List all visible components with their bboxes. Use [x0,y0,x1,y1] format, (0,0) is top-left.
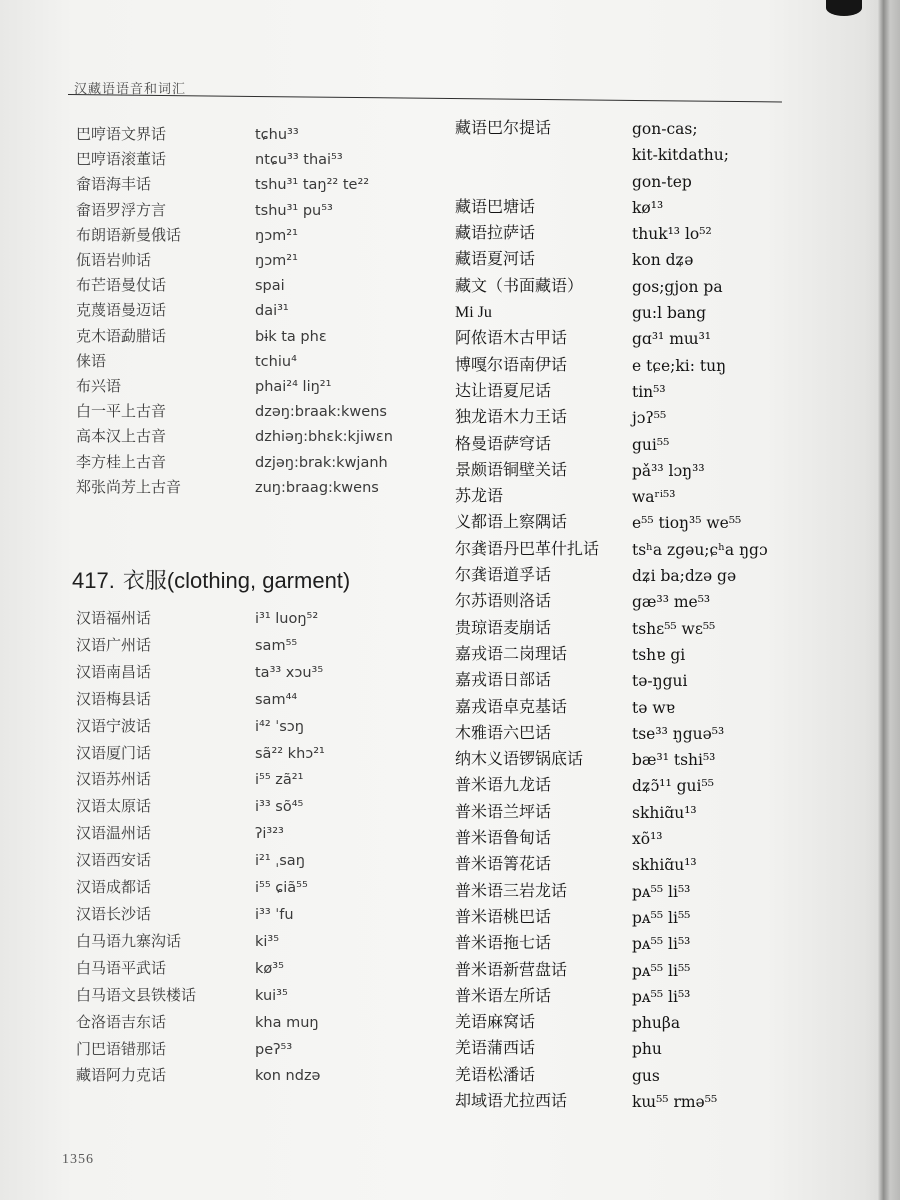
word-form: gu:l bang [632,304,707,323]
language-name: 巴哼语文界话 [76,127,167,143]
entry-row [76,956,325,983]
word-form: gæ³³ me⁵³ [632,593,711,612]
word-form: tse³³ ŋguə⁵³ [632,724,725,743]
word-form: tshɐ gi [632,645,686,664]
language-name: 佤语岩帅话 [76,253,152,270]
entry-row [76,274,393,299]
language-name: 嘉戎语日部话 [455,672,552,690]
word-form: i⁵⁵ zã²¹ [255,772,304,789]
entry-row [76,821,325,848]
entry-row [76,929,325,956]
language-name: 克蔑语曼迈话 [76,303,167,320]
entry-row [455,1010,768,1036]
language-name: 仓洛语吉东话 [76,1014,167,1031]
entry-row [76,633,325,660]
entry-row [455,1036,768,1062]
word-form: pᴀ⁵⁵ li⁵³ [632,935,691,954]
word-form: tchiu⁴ [255,353,297,370]
entry-row [455,432,768,458]
entry-row [455,668,768,694]
page-edge-shadow [878,0,900,1200]
word-form: ki³⁵ [255,933,280,950]
word-form: dzəŋ:braak:kwens [255,404,387,421]
language-name: 贵琼语麦崩话 [455,619,552,637]
word-form: gos;gjon pa [632,277,723,296]
language-name: 门巴语错那话 [76,1041,167,1058]
entry-row [455,405,768,431]
word-form: ŋɔm²¹ [255,253,298,270]
page-number: 1356 [62,1152,94,1167]
word-form: tsʰa zgəu;ɕʰa ŋgɔ [632,540,768,559]
word-form: skhiɑ̃u¹³ [632,803,697,822]
entry-row [455,721,768,747]
word-form: gɑ³¹ mɯ³¹ [632,330,712,349]
entry-row [455,195,768,221]
header-rule [68,94,782,102]
word-form: kon ndzə [255,1068,321,1085]
language-name: 藏文（书面藏语） [455,277,584,295]
word-form: tshu³¹ pu⁵³ [255,202,333,219]
entry-row [455,247,768,273]
word-form: dai³¹ [255,303,289,320]
word-form: pᴀ⁵⁵ li⁵⁵ [632,908,691,927]
language-name: 畲语罗浮方言 [76,202,167,219]
language-name: 汉语太原话 [76,799,152,816]
entry-row [76,425,393,450]
word-form: sã²² khɔ²¹ [255,745,325,762]
language-name: 巴哼语滚董话 [76,152,167,169]
language-name: 普米语拖七话 [455,935,552,953]
section-heading [72,564,350,595]
entry-row [455,537,768,563]
word-form: thuk¹³ lo⁵² [632,225,712,244]
language-name: 尔苏语则洛话 [455,593,552,611]
entry-row [76,606,325,633]
entry-row [455,695,768,721]
language-name: 尔龚语丹巴革什扎话 [455,540,600,558]
word-form: xõ¹³ [632,830,663,849]
entry-row [76,173,393,198]
word-form-line: kit-kitdathu; [632,146,729,165]
entry-row [76,767,325,794]
entry-row [76,148,393,173]
entry-row [76,476,393,501]
language-name: 俫语 [76,353,107,370]
language-name: 白马语平武话 [76,960,167,977]
language-name: 藏语拉萨话 [455,225,536,243]
language-name: 藏语巴塘话 [455,198,536,216]
word-form: i²¹ ˌsaŋ [255,853,305,870]
entry-row [76,714,325,741]
word-form: peʔ⁵³ [255,1041,293,1058]
entry-row [455,563,768,589]
entry-row [76,1063,325,1090]
word-form: ŋɔm²¹ [255,227,298,244]
entry-row [76,875,325,902]
language-name: 藏语阿力克话 [76,1068,167,1085]
language-name: 独龙语木力王话 [455,409,568,427]
word-form: jɔʔ⁵⁵ [632,409,667,428]
section-number: 417. [72,568,115,593]
language-name: 汉语福州话 [76,611,152,627]
word-form: i⁵⁵ ɕiã⁵⁵ [255,880,308,897]
entry-row [455,773,768,799]
entry-row [455,221,768,247]
word-form: tə-ŋgui [632,672,688,691]
word-form: ta³³ xɔu³⁵ [255,664,324,681]
language-name: 达让语夏尼话 [455,382,552,400]
entry-row [455,484,768,510]
word-form: kui³⁵ [255,987,288,1004]
language-name: 汉语西安话 [76,853,152,870]
language-name: 克木语勐腊话 [76,328,167,345]
language-name: 纳木义语锣锅底话 [455,751,584,769]
corner-shadow [826,0,862,16]
word-form: pᴀ⁵⁵ li⁵³ [632,987,691,1006]
word-form: ʔi³²³ [255,826,284,843]
entry-row [455,905,768,931]
preceding-entry-list [76,123,393,501]
word-form: gus [632,1066,660,1085]
section-title: 衣服(clothing, garment) [122,568,351,593]
language-name: 普米语箐花话 [455,856,552,874]
word-form: dzhiəŋ:bhɛk:kjiwɛn [255,429,393,446]
entry-row [76,902,325,929]
word-form: i⁴² ˈsɔŋ [255,718,304,735]
word-form: spai [255,278,285,295]
running-head: 汉藏语语音和词汇 [74,81,187,96]
entry-row [76,1010,325,1037]
entry-row [455,379,768,405]
word-form: kɯ⁵⁵ rmə⁵⁵ [632,1092,718,1111]
entry-row [76,224,393,249]
word-form: i³³ ˈfu [255,906,294,923]
entry-row [455,589,768,615]
entry-row [455,510,768,536]
language-name: 普米语兰坪话 [455,803,552,821]
language-name: 汉语宁波话 [76,718,152,735]
entry-row [76,741,325,768]
language-name: 李方桂上古音 [76,454,167,471]
entry-row [76,299,393,324]
word-form: ntɕu³³ thai⁵³ [255,152,343,169]
language-name: 白一平上古音 [76,404,167,421]
word-form: kø³⁵ [255,960,284,977]
language-name: 汉语苏州话 [76,772,152,789]
language-name: 普米语桃巴话 [455,908,552,926]
entry-row [455,274,768,300]
language-name: 普米语新营盘话 [455,961,568,979]
entry-row [455,958,768,984]
entry-row [76,687,325,714]
language-name: 普米语三岩龙话 [455,882,568,900]
language-name: 汉语南昌话 [76,664,152,681]
entry-row [455,800,768,826]
entry-row [455,116,768,195]
word-form: tshu³¹ taŋ²² te²² [255,177,370,194]
word-form: i³³ sõ⁴⁵ [255,799,304,816]
language-name: 格曼语萨穹话 [455,435,552,453]
language-name: 布朗语新曼俄话 [76,227,182,244]
language-name: 却域语尤拉西话 [455,1092,568,1110]
language-name: Mi Ju [455,304,492,322]
word-form: kø¹³ [632,198,664,217]
language-name: 义都语上察隅话 [455,514,568,532]
word-form: pᴀ⁵⁵ li⁵³ [632,882,691,901]
language-name: 嘉戎语卓克基话 [455,698,568,716]
language-name: 景颇语铜壁关话 [455,461,568,479]
entry-row [455,984,768,1010]
entry-row [455,616,768,642]
entry-row [76,325,393,350]
word-form: pᴀ⁵⁵ li⁵⁵ [632,961,691,980]
entry-row [455,879,768,905]
language-name: 苏龙语 [455,488,504,506]
language-name: 布芒语曼仗话 [76,278,167,295]
word-form: gui⁵⁵ [632,435,670,454]
language-name: 汉语成都话 [76,880,152,897]
language-name: 博嘎尔语南伊话 [455,356,568,374]
entry-row [76,375,393,400]
word-form: tshɛ⁵⁵ wɛ⁵⁵ [632,619,716,638]
word-form: dʑi ba;dzə gə [632,567,737,586]
language-name: 白马语文县铁楼话 [76,987,197,1004]
word-form: tin⁵³ [632,382,666,401]
language-name: 普米语鲁甸话 [455,830,552,848]
language-name: 藏语巴尔提话 [455,120,552,137]
word-form: bæ³¹ tshi⁵³ [632,751,716,770]
entry-row [76,451,393,476]
language-name: 汉语梅县话 [76,691,152,708]
entry-row [455,326,768,352]
word-form: e tɕe;ki: tuŋ [632,356,727,375]
language-name: 羌语蒲西话 [455,1040,536,1058]
entry-row [455,458,768,484]
word-form-line: gon-tep [632,172,692,191]
entry-row [76,249,393,274]
entry-row [455,931,768,957]
entry-row [76,848,325,875]
entry-row [455,826,768,852]
word-form: phai²⁴ liŋ²¹ [255,379,332,396]
word-form: sam⁵⁵ [255,637,298,654]
entry-row [455,747,768,773]
language-name: 藏语夏河话 [455,251,536,269]
language-name: 布兴语 [76,379,122,396]
language-name: 羌语麻窝话 [455,1014,536,1032]
language-name: 白马语九寨沟话 [76,933,182,950]
language-name: 郑张尚芳上古音 [76,479,182,496]
word-form: bɨk ta phɛ [255,328,327,345]
entry-row [76,794,325,821]
entry-row [76,983,325,1010]
word-form: dʑɔ̃¹¹ gui⁵⁵ [632,777,714,796]
word-form: kon dʑə [632,251,694,270]
entry-row [455,642,768,668]
word-form: phu [632,1040,662,1059]
entry-row [455,300,768,326]
word-form: kha muŋ [255,1014,319,1031]
language-name: 汉语厦门话 [76,745,152,762]
entry-row [455,1089,768,1115]
entry-list-right [455,116,768,1115]
language-name: 高本汉上古音 [76,429,167,446]
language-name: 汉语温州话 [76,826,152,843]
entry-row [76,400,393,425]
word-form: sam⁴⁴ [255,691,298,708]
language-name: 羌语松潘话 [455,1066,536,1084]
entry-row [455,852,768,878]
language-name: 嘉戎语二岗理话 [455,645,568,663]
word-form: skhiɑ̃u¹³ [632,856,697,875]
word-form: phuβa [632,1014,681,1033]
language-name: 汉语广州话 [76,637,152,654]
language-name: 尔龚语道孚话 [455,567,552,585]
language-name: 畲语海丰话 [76,177,152,194]
word-form: waʳⁱ⁵³ [632,488,676,507]
entry-row [455,1063,768,1089]
entry-row [76,350,393,375]
entry-row [76,199,393,224]
word-form [632,116,729,195]
word-form: i³¹ luoŋ⁵² [255,611,319,627]
word-form: zuŋ:braag:kwens [255,479,379,496]
language-name: 阿侬语木古甲话 [455,330,568,348]
language-name: 普米语左所话 [455,987,552,1005]
word-form: tə wɐ [632,698,675,717]
entry-row [76,123,393,148]
word-form: dzjəŋ:brak:kwjanh [255,454,388,471]
word-form-line: gon-cas; [632,120,698,138]
entry-row [76,1037,325,1064]
entry-row [455,353,768,379]
word-form: pǎ³³ lɔŋ³³ [632,461,705,480]
entry-list-left [76,606,325,1090]
entry-row [76,660,325,687]
language-name: 普米语九龙话 [455,777,552,795]
language-name: 汉语长沙话 [76,906,152,923]
word-form: e⁵⁵ tioŋ³⁵ we⁵⁵ [632,514,742,533]
word-form: tɕhu³³ [255,127,299,143]
language-name: 木雅语六巴话 [455,724,552,742]
